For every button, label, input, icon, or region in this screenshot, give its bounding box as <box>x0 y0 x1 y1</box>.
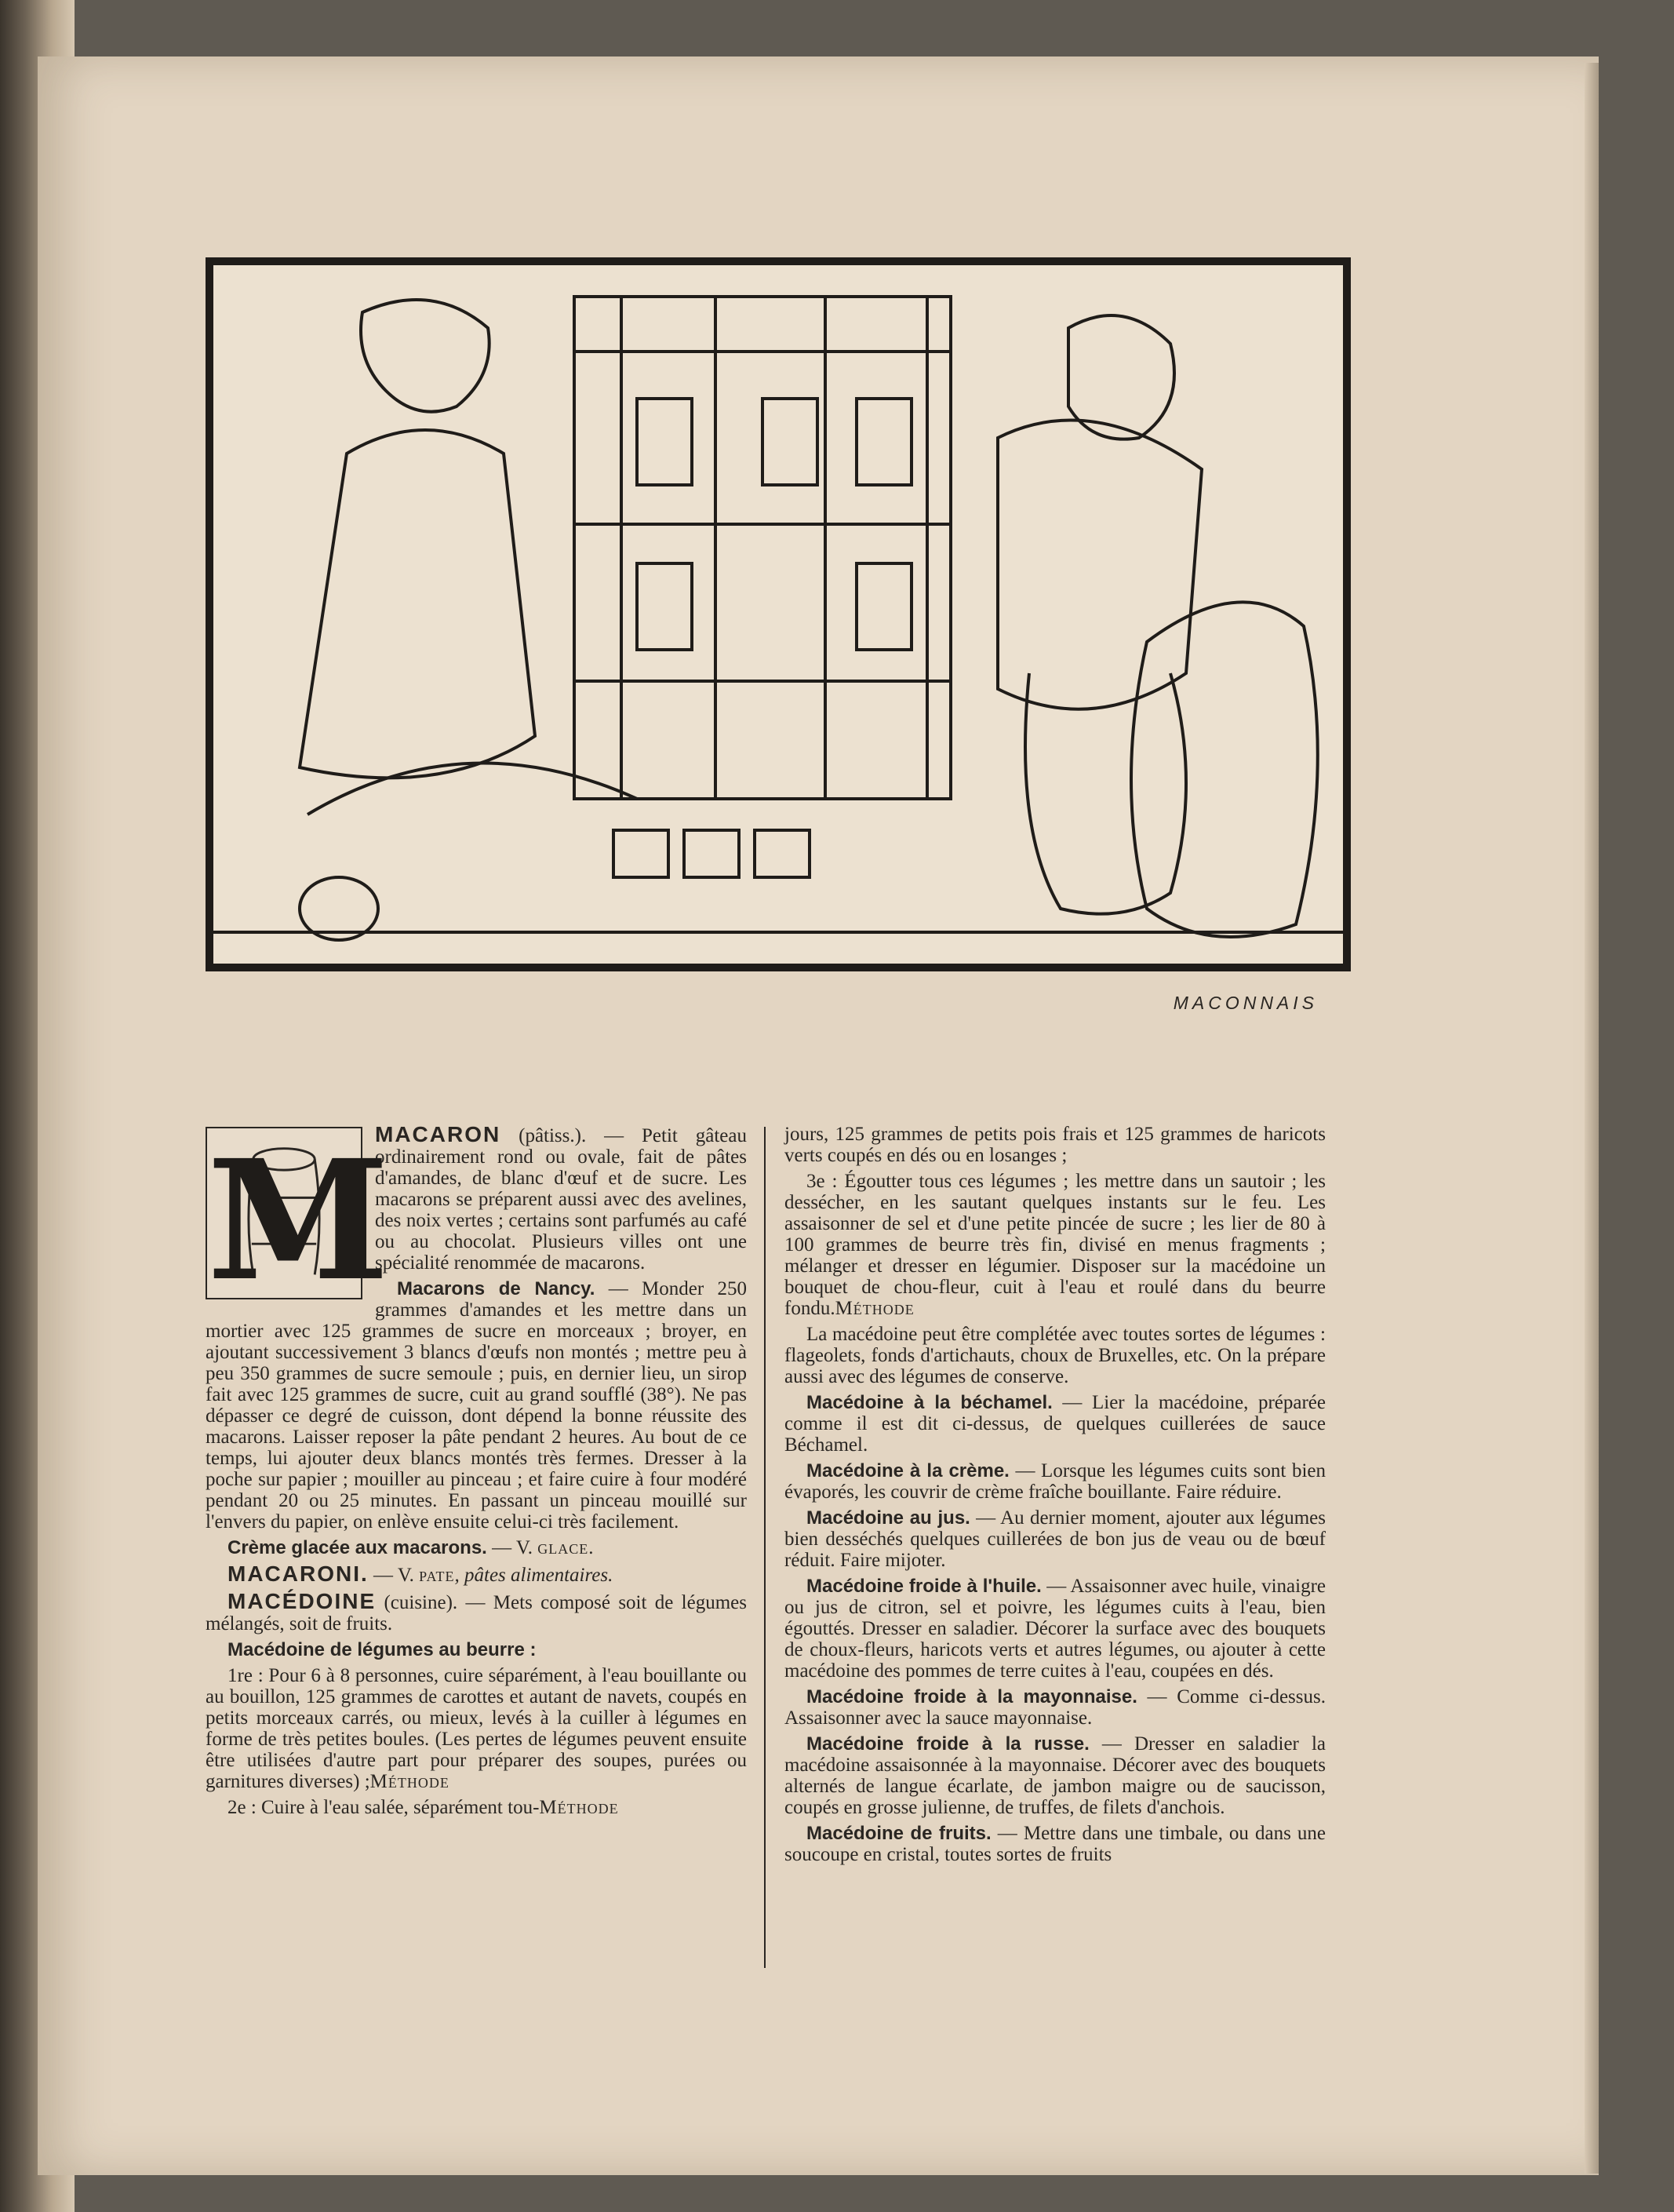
cross-reference: Méthode <box>369 1771 449 1792</box>
woodcut-illustration <box>206 257 1351 971</box>
headword: Crème glacée aux macarons. <box>227 1537 487 1558</box>
headword: Macédoine de légumes au beurre : <box>227 1639 537 1660</box>
paragraph <box>784 1576 1326 1682</box>
headword: MACÉDOINE <box>227 1589 377 1613</box>
cross-reference: Méthode <box>539 1797 619 1818</box>
paragraph <box>784 1324 1326 1387</box>
paragraph <box>206 1563 747 1586</box>
entry-text: — Dresser en saladier la macédoine assaisonnée à la mayonnaise. Décorer avec des bouquets alternés de langue écarlate, de jambon maigre ou de saucisson, coupés en grosse julienne, de truffes, de filets d'anchois. <box>784 1733 1326 1818</box>
headword: Macédoine de fruits. <box>806 1823 992 1844</box>
drop-cap-letter: M <box>207 1124 390 1317</box>
headword: MACARON <box>375 1122 501 1146</box>
left-column <box>206 1124 747 1823</box>
paragraph <box>784 1507 1326 1571</box>
entry-text: — V. <box>486 1537 538 1558</box>
drop-cap <box>206 1124 390 1317</box>
paragraph <box>206 1591 747 1634</box>
entry-text: — Assaisonner avec huile, vinaigre ou jus de citron, sel et poivre, les légumes cuits à l'eau, bien égouttés. Dresser en saladier. Décorer la surface avec des bouquets de choux-fleurs, haricots verts et autres légumes, ou ajouter à cette macédoine des pommes de terre cuites à l'eau, coupées en dés. <box>784 1576 1326 1682</box>
paragraph <box>784 1460 1326 1503</box>
headword: Macédoine à la crème. <box>806 1460 1010 1481</box>
column-divider <box>764 1127 766 1968</box>
page-edge <box>1585 63 1599 2174</box>
paragraph <box>784 1124 1326 1166</box>
entry-text: : Égoutter tous ces légumes ; les mettre dans un sautoir ; les dessécher, en les sautant quelques instants sur le feu. Les assaisonner de sel et d'une petite pincée de sucre ; les lier de 80 à 100 grammes de beurre très fin, divisé en menus fragments ; mélanger et dresser en légumier. Disposer sur la macédoine un bouquet de chou-fleur, cuit à l'eau et roulé dans du beurre fondu. <box>784 1171 1326 1319</box>
cross-reference: glace <box>537 1537 589 1558</box>
ordinal: 1re <box>227 1665 258 1686</box>
entry-text: — Mettre dans une timbale, ou dans une soucoupe en cristal, toutes sortes de fruits <box>784 1823 1326 1865</box>
right-column <box>784 1124 1326 1870</box>
entry-text: : Cuire à l'eau salée, séparément tou- <box>250 1797 540 1818</box>
paragraph <box>784 1686 1326 1729</box>
ordinal: 3e <box>806 1171 832 1192</box>
headword: Macarons de Nancy. <box>397 1278 595 1299</box>
headword: MACARONI. <box>227 1562 369 1586</box>
paragraph <box>206 1665 747 1792</box>
paragraph <box>784 1823 1326 1865</box>
cross-reference: Méthode <box>835 1298 915 1319</box>
entry-text: jours, 125 grammes de petits pois frais et 125 grammes de haricots verts coupés en dés ou en losanges ; <box>784 1124 1326 1166</box>
paragraph <box>206 1797 747 1818</box>
headword: Macédoine à la béchamel. <box>806 1392 1053 1413</box>
paragraph <box>784 1733 1326 1818</box>
entry-text: — Au dernier moment, ajouter aux légumes bien desséchés quelques cuillerées de bon jus de veau ou de bœuf réduit. Faire mijoter. <box>784 1507 1326 1571</box>
entry-text: — V. <box>368 1565 420 1586</box>
headword: Macédoine froide à l'huile. <box>806 1576 1042 1597</box>
entry-text: — Lorsque les légumes cuits sont bien évaporés, les couvrir de crème fraîche bouillante. Faire réduire. <box>784 1460 1326 1503</box>
italic-text: , pâtes alimentaires. <box>454 1565 613 1586</box>
headword: Macédoine froide à la russe. <box>806 1733 1090 1755</box>
illustration-caption: MACONNAIS <box>1173 993 1318 1013</box>
entry-text: . <box>588 1537 594 1558</box>
woodcut-drawing <box>213 265 1343 964</box>
entry-text: (pâtiss.). — Petit gâteau ordinairement rond ou ovale, fait de pâtes d'amandes, de blanc d'œuf et de sucre. Les macarons se préparent aussi avec des avelines, des noix vertes ; certains sont parfumés au café ou au chocolat. Plusieurs villes ont une spécialité renommée de macarons. <box>375 1125 747 1274</box>
paragraph <box>784 1392 1326 1456</box>
paragraph <box>784 1171 1326 1319</box>
headword: Macédoine froide à la mayonnaise. <box>806 1686 1137 1707</box>
headword: Macédoine au jus. <box>806 1507 970 1529</box>
entry-text: : Pour 6 à 8 personnes, cuire séparément, à l'eau bouillante ou au bouillon, 125 grammes de carottes et autant de navets, coupés en petits morceaux carrés, ou mieux, levés à la cuiller à légumes en forme de très petites boules. (Les pertes de légumes peuvent ensuite être utilisées d'autre part pour préparer des soupes, purées ou garnitures diverses) ; <box>206 1665 747 1792</box>
entry-text: — Lier la macédoine, préparée comme il est dit ci-dessus, de quelques cuillerées de sauce Béchamel. <box>784 1392 1326 1456</box>
entry-text: La macédoine peut être complétée avec toutes sortes de légumes : flageolets, fonds d'artichauts, choux de Bruxelles, etc. On la prépare aussi avec des légumes de conserve. <box>784 1324 1326 1387</box>
paragraph <box>206 1537 747 1558</box>
ordinal: 2e <box>227 1797 251 1818</box>
entry-text: — Monder 250 grammes d'amandes et les mettre dans un mortier avec 125 grammes de sucre en morceaux ; broyer, en ajoutant successivement 3 blancs d'œufs non montés ; mettre peu à peu 350 grammes de sucre semoule ; puis, en dernier lieu, un sirop fait avec 125 grammes de sucre, cuit au grand soufflé (38°). Ne pas dépasser ce degré de cuisson, dont dépend la bonne réussite des macarons. Laisser reposer la pâte pendant 2 heures. Au bout de ce temps, lui ajouter deux blancs montés très fermes. Dresser à la poche sur papier ; mouiller au pinceau ; et faire cuire à four modéré pendant 20 ou 25 minutes. En passant un pinceau mouillé sur l'envers du papier, on enlève ensuite celui-ci très facilement. <box>206 1278 747 1532</box>
entry-text: (cuisine). — Mets composé soit de légumes mélangés, soit de fruits. <box>206 1592 747 1634</box>
paragraph <box>206 1639 747 1660</box>
cross-reference: pate <box>419 1565 455 1586</box>
entry-text: — Comme ci-dessus. Assaisonner avec la sauce mayonnaise. <box>784 1686 1326 1729</box>
